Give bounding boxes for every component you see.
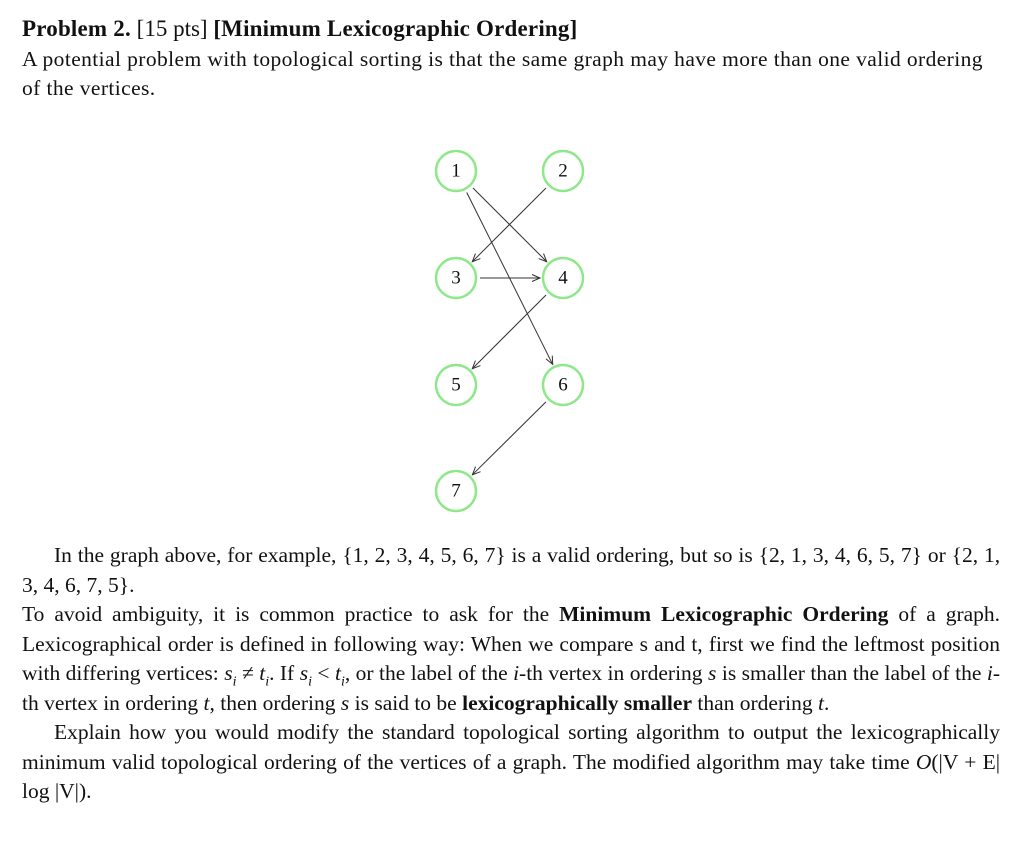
graph-node-1 [436, 151, 476, 191]
term-lex-smaller: lexicographically smaller [462, 690, 692, 715]
math-t: t [817, 690, 824, 715]
definition-text-a: To avoid ambiguity, it is common practice to ask for the [22, 602, 550, 626]
definition-text-b: of a graph. Lexicographical order is defined in following way: When we compare s and t, first we find the leftmost position with differing vertices: [22, 602, 1001, 685]
edge-6-7 [472, 402, 546, 475]
task-period: . [86, 779, 92, 803]
intro-paragraph: A potential problem with topological sorting is that the same graph may have more than one valid ordering of the vertices. [22, 47, 983, 100]
definition-text-g: -th vertex in ordering [22, 661, 1001, 715]
definition-text-j: than ordering [697, 690, 813, 715]
graph-node-7 [436, 471, 476, 511]
definition-text-d: , or the label of the [344, 661, 508, 685]
definition-text-f: is smaller than the label of the [721, 661, 982, 685]
definition-period: . [823, 690, 830, 715]
definition-paragraph [22, 600, 1000, 718]
explanation-text [22, 541, 1000, 807]
definition-text-c: . If [269, 661, 295, 685]
complexity: O(|V + E| log |V|) [22, 749, 1001, 803]
node-label: 2 [558, 160, 568, 182]
task-text: Explain how you would modify the standard topological sorting algorithm to output the lexicographically minimum valid topological ordering of the vertices of a graph. The modified algorithm may take time [22, 720, 1000, 774]
example-text-2: is a valid ordering, but so is [511, 543, 753, 567]
example-text-3: or [927, 543, 946, 567]
task-paragraph [22, 718, 1000, 807]
graph-node-5 [436, 365, 476, 405]
node-label: 7 [451, 480, 461, 502]
graph-node-6 [543, 365, 583, 405]
ordering-3: {2, 1, 3, 4, 6, 7, 5} [22, 543, 1001, 597]
definition-text-i: is said to be [354, 690, 457, 715]
example-period: . [129, 572, 135, 597]
math-si-neq-ti: $s_i \ne t_i$ [224, 661, 270, 690]
math-i: i [986, 661, 993, 685]
graph-node-2 [543, 151, 583, 191]
term-min-lex-ordering: Minimum Lexicographic Ordering [559, 602, 889, 626]
problem-points: [15 pts] [136, 16, 208, 41]
node-label: 6 [558, 374, 568, 396]
graph-node-4 [543, 258, 583, 298]
node-label: 1 [451, 160, 461, 182]
ordering-1: {1, 2, 3, 4, 5, 6, 7} [342, 543, 506, 567]
example-paragraph [22, 541, 1000, 600]
node-label: 5 [451, 374, 461, 396]
node-label: 4 [558, 267, 568, 289]
problem-title: [Minimum Lexicographic Ordering] [213, 16, 578, 41]
problem-label: Problem 2. [22, 16, 131, 41]
definition-text-h: , then ordering [209, 690, 336, 715]
edge-4-5 [472, 295, 546, 369]
math-i: i [513, 661, 520, 685]
math-si-lt-ti: $s_i < t_i$ [299, 661, 345, 690]
ordering-2: {2, 1, 3, 4, 6, 5, 7} [758, 543, 922, 567]
math-t: t [203, 690, 210, 715]
definition-text-e: -th vertex in ordering [519, 661, 703, 685]
math-s: s [340, 690, 350, 715]
node-label: 3 [451, 267, 461, 289]
edge-1-4 [473, 188, 547, 262]
example-text-1: In the graph above, for example, [54, 543, 337, 567]
graph-node-3 [436, 258, 476, 298]
math-s: s [708, 661, 717, 685]
